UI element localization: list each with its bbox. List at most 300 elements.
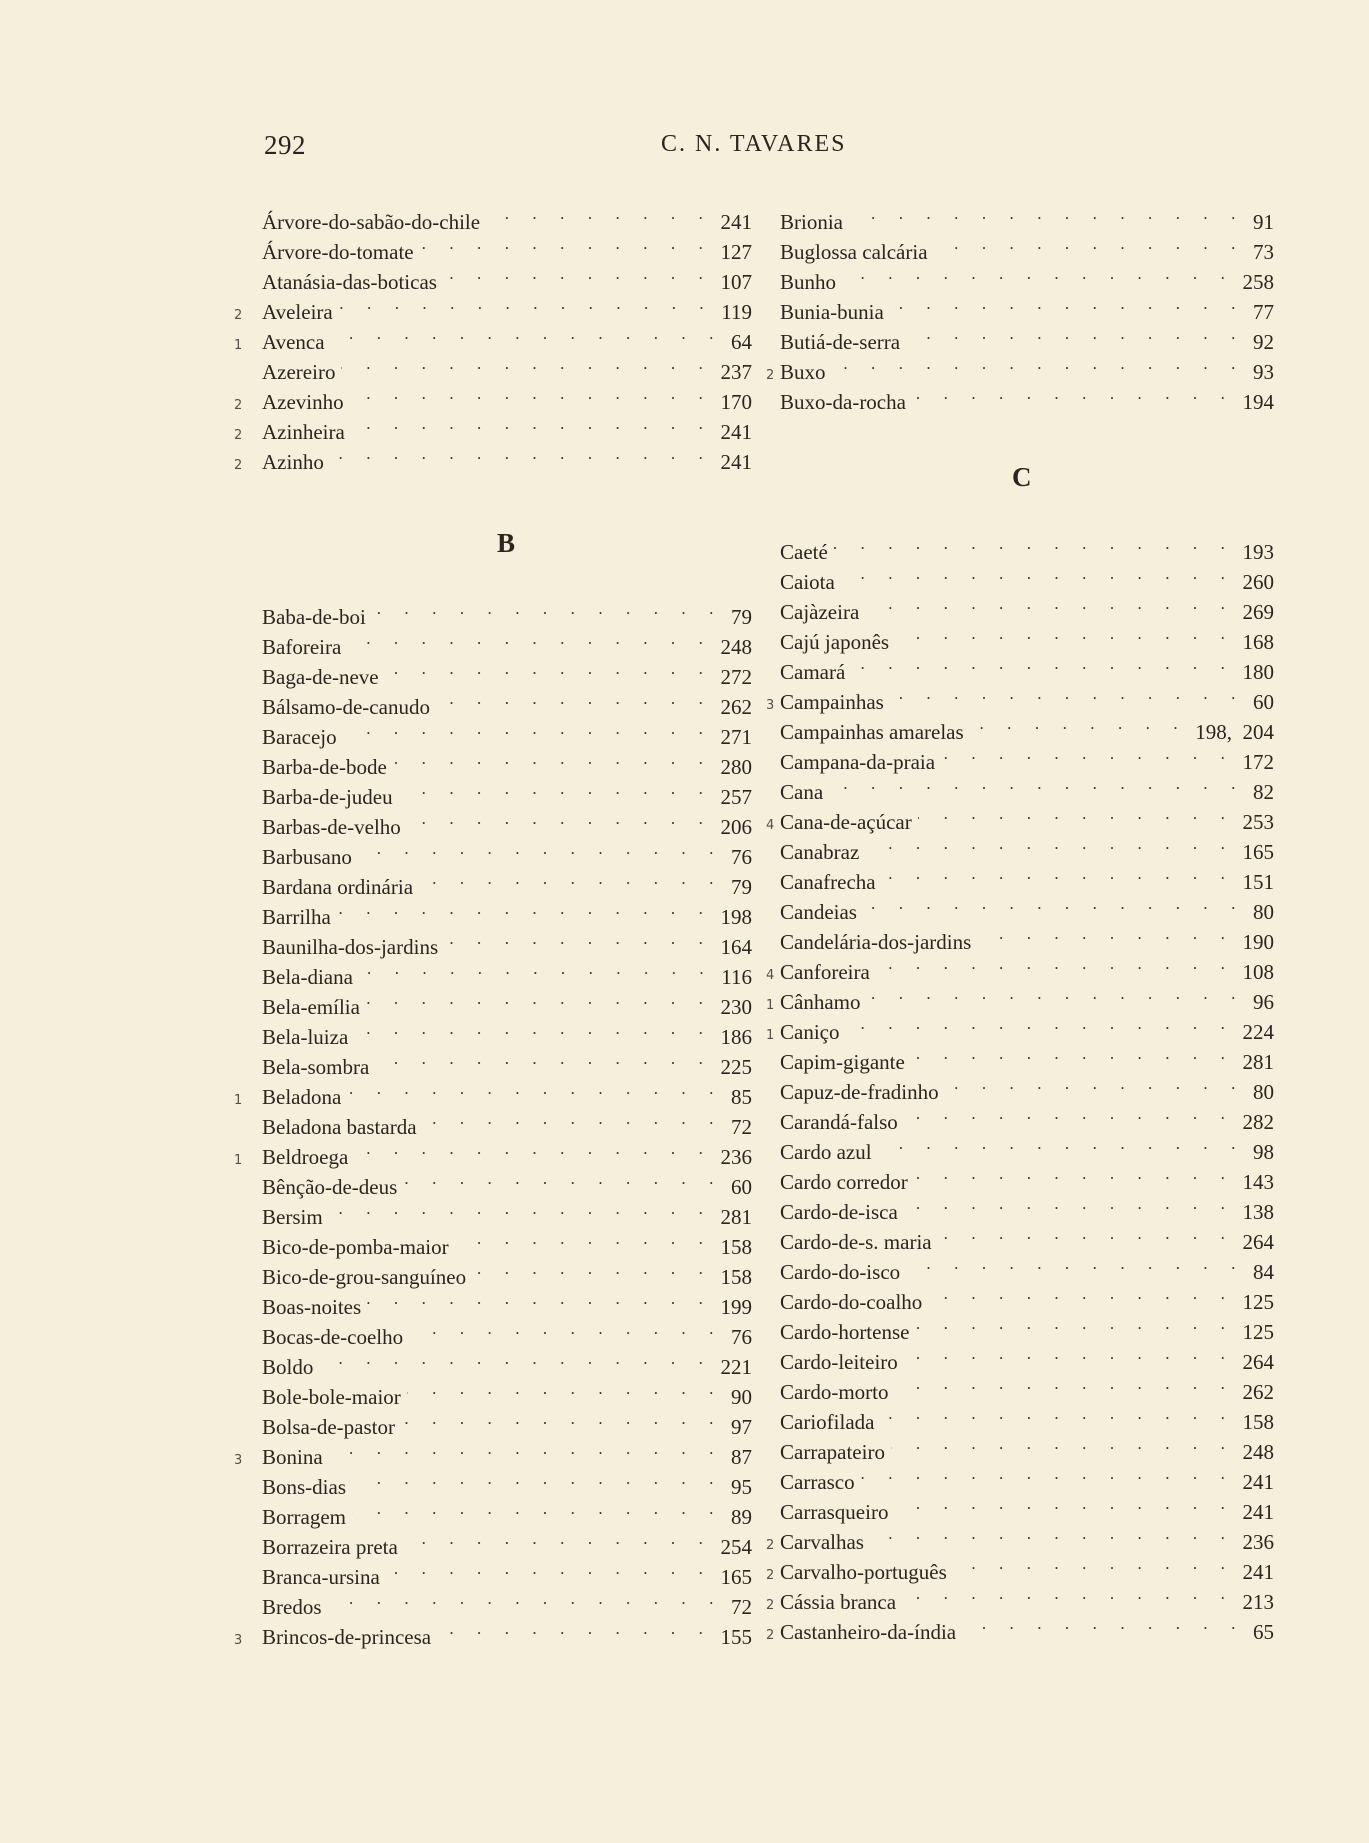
entry-pages: 77 <box>1253 300 1274 324</box>
dot-leader <box>343 714 713 744</box>
index-entry <box>232 624 752 659</box>
dot-leader <box>878 1129 1245 1159</box>
entry-pages: 213 <box>1242 1590 1274 1614</box>
index-entry <box>766 1009 1274 1044</box>
dot-leader <box>912 379 1235 409</box>
entry-name: Azevinho <box>262 390 344 414</box>
dot-leader <box>436 684 713 714</box>
entry-name: Azinheira <box>262 420 345 444</box>
entry-name: Carrasqueiro <box>780 1500 889 1524</box>
index-entry <box>766 769 1274 804</box>
entry-name: Canabraz <box>780 840 860 864</box>
index-entry <box>766 349 1274 384</box>
margin-mark: 4 <box>766 818 775 833</box>
dot-leader <box>832 349 1245 379</box>
entry-pages: 241 <box>720 210 752 234</box>
entry-pages: 84 <box>1253 1260 1274 1284</box>
dot-leader <box>841 559 1235 589</box>
entry-name: Barba-de-bode <box>262 755 387 779</box>
index-entry <box>766 829 1274 864</box>
dot-leader <box>928 1279 1234 1309</box>
entry-name: Carvalhas <box>780 1530 864 1554</box>
index-entry <box>232 1344 752 1379</box>
entry-name: Buglossa calcária <box>780 240 928 264</box>
dot-leader <box>861 1459 1235 1489</box>
dot-leader <box>359 954 713 984</box>
dot-leader <box>358 834 723 864</box>
dot-leader <box>393 744 713 774</box>
index-entry <box>766 679 1274 714</box>
entry-pages: 170 <box>720 390 752 414</box>
index-entry <box>232 379 752 414</box>
dot-leader <box>472 1254 712 1284</box>
entry-name: Bersim <box>262 1205 323 1229</box>
entry-pages: 90 <box>731 1385 752 1409</box>
dot-leader <box>876 949 1235 979</box>
entry-name: Bocas-de-coelho <box>262 1325 404 1349</box>
entry-name: Capuz-de-fradinho <box>780 1080 939 1104</box>
entry-pages: 257 <box>720 785 752 809</box>
entry-name: Buxo <box>780 360 826 384</box>
index-entry <box>232 409 752 444</box>
dot-leader <box>934 229 1245 259</box>
entry-pages: 151 <box>1242 870 1274 894</box>
index-entry <box>232 744 752 779</box>
entry-name: Cardo-do-coalho <box>780 1290 923 1314</box>
entry-name: Carrasco <box>780 1470 855 1494</box>
entry-pages: 92 <box>1253 330 1274 354</box>
margin-mark: 2 <box>766 1568 775 1583</box>
entry-pages: 158 <box>720 1235 752 1259</box>
entry-name: Azinho <box>262 450 324 474</box>
entry-name: Baga-de-neve <box>262 665 379 689</box>
entry-pages: 194 <box>1242 390 1274 414</box>
index-entry <box>766 1249 1274 1284</box>
entry-name: Barbusano <box>262 845 352 869</box>
index-entry <box>766 1189 1274 1224</box>
index-entry <box>232 259 752 294</box>
dot-leader <box>891 1429 1235 1459</box>
dot-leader <box>882 859 1235 889</box>
entry-name: Buxo-da-rocha <box>780 390 906 414</box>
entry-pages: 264 <box>1242 1350 1274 1374</box>
index-entry <box>232 199 752 234</box>
entry-name: Camará <box>780 660 846 684</box>
entry-name: Carandá-falso <box>780 1110 898 1134</box>
index-entry <box>232 1374 752 1409</box>
dot-leader <box>419 864 723 894</box>
entry-name: Candelária-dos-jardins <box>780 930 972 954</box>
index-entry <box>232 774 752 809</box>
index-entry <box>232 1524 752 1559</box>
dot-leader <box>372 594 723 624</box>
index-entry <box>766 199 1274 234</box>
entry-name: Borrazeira preta <box>262 1535 398 1559</box>
entry-name: Caeté <box>780 540 828 564</box>
entry-name: Cardo-de-isca <box>780 1200 898 1224</box>
index-entry <box>766 1069 1274 1104</box>
entry-pages: 91 <box>1253 210 1274 234</box>
entry-name: Cardo corredor <box>780 1170 908 1194</box>
index-entry <box>232 289 752 324</box>
entry-name: Bela-sombra <box>262 1055 370 1079</box>
entry-name: Capim-gigante <box>780 1050 905 1074</box>
entry-pages: 206 <box>720 815 752 839</box>
dot-leader <box>953 1549 1235 1579</box>
index-entry <box>766 1549 1274 1584</box>
index-entry <box>766 1039 1274 1074</box>
margin-mark: 3 <box>234 1453 243 1468</box>
entry-name: Cardo-hortense <box>780 1320 910 1344</box>
index-entry <box>766 799 1274 834</box>
entry-pages: 281 <box>1242 1050 1274 1074</box>
index-entry <box>232 1614 752 1649</box>
dot-leader <box>486 199 712 229</box>
index-entry <box>232 439 752 474</box>
margin-mark: 1 <box>234 1093 243 1108</box>
entry-pages: 79 <box>731 875 752 899</box>
dot-leader <box>866 979 1245 1009</box>
entry-pages: 258 <box>1242 270 1274 294</box>
entry-name: Bons-dias <box>262 1475 346 1499</box>
entry-pages: 96 <box>1253 990 1274 1014</box>
entry-name: Avenca <box>262 330 325 354</box>
section-letter-b: B <box>497 528 516 558</box>
index-entry <box>766 529 1274 564</box>
index-entry <box>232 1494 752 1529</box>
index-entry <box>232 954 752 989</box>
margin-mark: 1 <box>766 1028 775 1043</box>
index-entry <box>232 1104 752 1139</box>
margin-mark: 2 <box>766 1538 775 1553</box>
dot-leader <box>423 1104 723 1134</box>
dot-leader <box>319 1344 712 1374</box>
entry-pages: 164 <box>720 935 752 959</box>
entry-name: Cardo-de-s. maria <box>780 1230 932 1254</box>
index-entry <box>766 889 1274 924</box>
dot-leader <box>375 1044 712 1074</box>
entry-pages: 158 <box>720 1265 752 1289</box>
entry-name: Bênção-de-deus <box>262 1175 398 1199</box>
dot-leader <box>331 319 723 349</box>
entry-pages: 269 <box>1242 600 1274 624</box>
index-entry <box>232 1554 752 1589</box>
index-entry <box>766 1279 1274 1314</box>
index-entry <box>232 1584 752 1619</box>
dot-leader <box>829 769 1245 799</box>
index-entry <box>232 1284 752 1319</box>
dot-leader <box>443 259 713 289</box>
entry-pages: 241 <box>1242 1500 1274 1524</box>
entry-pages: 241 <box>1242 1470 1274 1494</box>
margin-mark: 2 <box>234 308 243 323</box>
index-entry <box>766 379 1274 414</box>
entry-name: Boldo <box>262 1355 314 1379</box>
entry-pages: 262 <box>720 695 752 719</box>
entry-name: Branca-ursina <box>262 1565 380 1589</box>
index-entry <box>766 1309 1274 1344</box>
page-number: 292 <box>264 130 306 160</box>
index-entry <box>766 619 1274 654</box>
index-entry <box>232 1164 752 1199</box>
entry-pages: 180 <box>1242 660 1274 684</box>
index-entry <box>766 919 1274 954</box>
dot-leader <box>420 229 713 259</box>
dot-leader <box>849 199 1245 229</box>
index-entry <box>232 1014 752 1049</box>
index-entry <box>766 1219 1274 1254</box>
index-entry <box>232 1134 752 1169</box>
dot-leader <box>915 1309 1234 1339</box>
entry-pages: 87 <box>731 1445 752 1469</box>
entry-pages: 230 <box>720 995 752 1019</box>
index-entry <box>232 984 752 1019</box>
entry-name: Boas-noites <box>262 1295 362 1319</box>
index-entry <box>766 1489 1274 1524</box>
dot-leader <box>437 1614 712 1644</box>
entry-name: Campainhas amarelas <box>780 720 964 744</box>
running-head: C. N. TAVARES <box>661 131 847 157</box>
dot-leader <box>863 889 1245 919</box>
dot-leader <box>367 1284 712 1314</box>
entry-name: Campainhas <box>780 690 884 714</box>
entry-name: Árvore-do-sabão-do-chile <box>262 210 481 234</box>
dot-leader <box>851 649 1234 679</box>
entry-pages: 186 <box>720 1025 752 1049</box>
dot-leader <box>941 739 1234 769</box>
dot-leader <box>911 1039 1235 1069</box>
entry-name: Butiá-de-serra <box>780 330 901 354</box>
entry-pages: 64 <box>731 330 752 354</box>
entry-pages: 272 <box>720 665 752 689</box>
entry-pages: 97 <box>731 1415 752 1439</box>
entry-pages: 80 <box>1253 900 1274 924</box>
index-entry <box>766 1459 1274 1494</box>
entry-pages: 125 <box>1242 1320 1274 1344</box>
entry-name: Atanásia-das-boticas <box>262 270 437 294</box>
entry-name: Barrilha <box>262 905 331 929</box>
entry-pages: 172 <box>1242 750 1274 774</box>
entry-pages: 241 <box>1242 1560 1274 1584</box>
dot-leader <box>902 1579 1234 1609</box>
dot-leader <box>945 1069 1245 1099</box>
margin-mark: 2 <box>766 1628 775 1643</box>
index-entry <box>232 864 752 899</box>
dot-leader <box>865 829 1234 859</box>
dot-leader <box>455 1224 713 1254</box>
dot-leader <box>337 894 713 924</box>
index-entry <box>766 859 1274 894</box>
margin-mark: 2 <box>766 368 775 383</box>
entry-pages: 116 <box>721 965 752 989</box>
dot-leader <box>918 799 1235 829</box>
entry-pages: 125 <box>1242 1290 1274 1314</box>
entry-name: Cardo-leiteiro <box>780 1350 898 1374</box>
index-entry <box>766 1339 1274 1374</box>
dot-leader <box>403 1164 723 1194</box>
index-entry <box>232 594 752 629</box>
entry-pages: 98 <box>1253 1140 1274 1164</box>
entry-pages: 155 <box>720 1625 752 1649</box>
index-entry <box>766 259 1274 294</box>
dot-leader <box>330 439 713 469</box>
index-entry <box>766 289 1274 324</box>
entry-pages: 107 <box>720 270 752 294</box>
entry-name: Cardo-do-isco <box>780 1260 901 1284</box>
entry-pages: 85 <box>731 1085 752 1109</box>
margin-mark: 1 <box>234 338 243 353</box>
index-entry <box>232 804 752 839</box>
entry-pages: 89 <box>731 1505 752 1529</box>
dot-leader <box>834 529 1235 559</box>
dot-leader <box>914 1159 1235 1189</box>
dot-leader <box>407 804 713 834</box>
dot-leader <box>904 1099 1235 1129</box>
dot-leader <box>870 1519 1235 1549</box>
dot-leader <box>904 1189 1235 1219</box>
dot-leader <box>895 619 1234 649</box>
entry-name: Brincos-de-princesa <box>262 1625 432 1649</box>
dot-leader <box>890 679 1245 709</box>
entry-name: Beladona <box>262 1085 342 1109</box>
dot-leader <box>880 1399 1234 1429</box>
entry-name: Cajàzeira <box>780 600 860 624</box>
entry-pages: 282 <box>1242 1110 1274 1134</box>
entry-name: Carrapateiro <box>780 1440 885 1464</box>
entry-pages: 221 <box>720 1355 752 1379</box>
entry-pages: 248 <box>720 635 752 659</box>
entry-name: Barba-de-judeu <box>262 785 393 809</box>
entry-pages: 253 <box>1242 810 1274 834</box>
entry-name: Bunho <box>780 270 837 294</box>
entry-pages: 165 <box>1242 840 1274 864</box>
entry-pages: 264 <box>1242 1230 1274 1254</box>
dot-leader <box>444 924 712 954</box>
index-entry <box>232 1194 752 1229</box>
entry-name: Bico-de-grou-sanguíneo <box>262 1265 467 1289</box>
index-entry <box>232 1464 752 1499</box>
entry-pages: 260 <box>1242 570 1274 594</box>
dot-leader <box>329 1434 723 1464</box>
index-entry <box>232 684 752 719</box>
section-letter-c: C <box>1012 462 1032 492</box>
entry-pages: 76 <box>731 845 752 869</box>
entry-pages: 199 <box>720 1295 752 1319</box>
entry-name: Bela-emília <box>262 995 360 1019</box>
entry-pages: 60 <box>731 1175 752 1199</box>
entry-name: Barbas-de-velho <box>262 815 401 839</box>
entry-name: Caiota <box>780 570 835 594</box>
entry-pages: 76 <box>731 1325 752 1349</box>
entry-pages: 168 <box>1242 630 1274 654</box>
entry-name: Baba-de-boi <box>262 605 366 629</box>
entry-pages: 198 <box>720 905 752 929</box>
index-entry <box>766 1099 1274 1134</box>
dot-leader <box>339 289 714 319</box>
right-column <box>766 0 1274 1843</box>
entry-pages: 236 <box>1242 1530 1274 1554</box>
entry-name: Bunia-bunia <box>780 300 884 324</box>
entry-pages: 241 <box>720 420 752 444</box>
entry-name: Baunilha-dos-jardins <box>262 935 439 959</box>
index-entry <box>232 229 752 264</box>
entry-name: Bela-diana <box>262 965 353 989</box>
entry-pages: 190 <box>1242 930 1274 954</box>
dot-leader <box>894 1369 1234 1399</box>
entry-pages: 241 <box>720 450 752 474</box>
dot-leader <box>354 1134 712 1164</box>
index-entry <box>232 1044 752 1079</box>
index-entry <box>232 319 752 354</box>
entry-name: Beladona bastarda <box>262 1115 417 1139</box>
entry-name: Cardo azul <box>780 1140 872 1164</box>
dot-leader <box>401 1404 723 1434</box>
dot-leader <box>347 624 712 654</box>
entry-pages: 82 <box>1253 780 1274 804</box>
dot-leader <box>385 654 713 684</box>
entry-pages: 119 <box>721 300 752 324</box>
dot-leader <box>894 1489 1234 1519</box>
dot-leader <box>352 1464 723 1494</box>
index-entry <box>766 1129 1274 1164</box>
margin-mark: 2 <box>234 428 243 443</box>
dot-leader <box>386 1554 713 1584</box>
dot-leader <box>977 919 1234 949</box>
index-entry <box>766 649 1274 684</box>
index-entry <box>766 1399 1274 1434</box>
entry-pages: 158 <box>1242 1410 1274 1434</box>
index-entry <box>766 1609 1274 1644</box>
entry-name: Cana <box>780 780 824 804</box>
entry-pages: 72 <box>731 1595 752 1619</box>
dot-leader <box>904 1339 1235 1369</box>
entry-pages: 198, 204 <box>1195 720 1274 744</box>
index-entry <box>232 1224 752 1259</box>
margin-mark: 1 <box>234 1153 243 1168</box>
entry-name: Bredos <box>262 1595 322 1619</box>
entry-pages: 224 <box>1242 1020 1274 1044</box>
entry-pages: 65 <box>1253 1620 1274 1644</box>
entry-name: Campana-da-praia <box>780 750 936 774</box>
entry-name: Cânhamo <box>780 990 861 1014</box>
entry-name: Bardana ordinária <box>262 875 414 899</box>
entry-name: Borragem <box>262 1505 346 1529</box>
index-entry <box>766 949 1274 984</box>
entry-name: Bela-luiza <box>262 1025 349 1049</box>
entry-pages: 79 <box>731 605 752 629</box>
entry-name: Bico-de-pomba-maior <box>262 1235 449 1259</box>
dot-leader <box>407 1374 723 1404</box>
index-entry <box>766 1159 1274 1194</box>
entry-pages: 225 <box>720 1055 752 1079</box>
dot-leader <box>404 1524 713 1554</box>
index-entry <box>232 1074 752 1109</box>
dot-leader <box>906 319 1245 349</box>
index-entry <box>232 1404 752 1439</box>
index-entry <box>766 1579 1274 1614</box>
index-entry <box>232 349 752 384</box>
dot-leader <box>352 1494 723 1524</box>
entry-name: Árvore-do-tomate <box>262 240 414 264</box>
entry-name: Aveleira <box>262 300 333 324</box>
dot-leader <box>890 289 1245 319</box>
entry-name: Cana-de-açúcar <box>780 810 912 834</box>
margin-mark: 3 <box>766 698 775 713</box>
entry-pages: 165 <box>720 1565 752 1589</box>
entry-name: Cássia branca <box>780 1590 897 1614</box>
entry-name: Caniço <box>780 1020 840 1044</box>
index-entry <box>766 319 1274 354</box>
